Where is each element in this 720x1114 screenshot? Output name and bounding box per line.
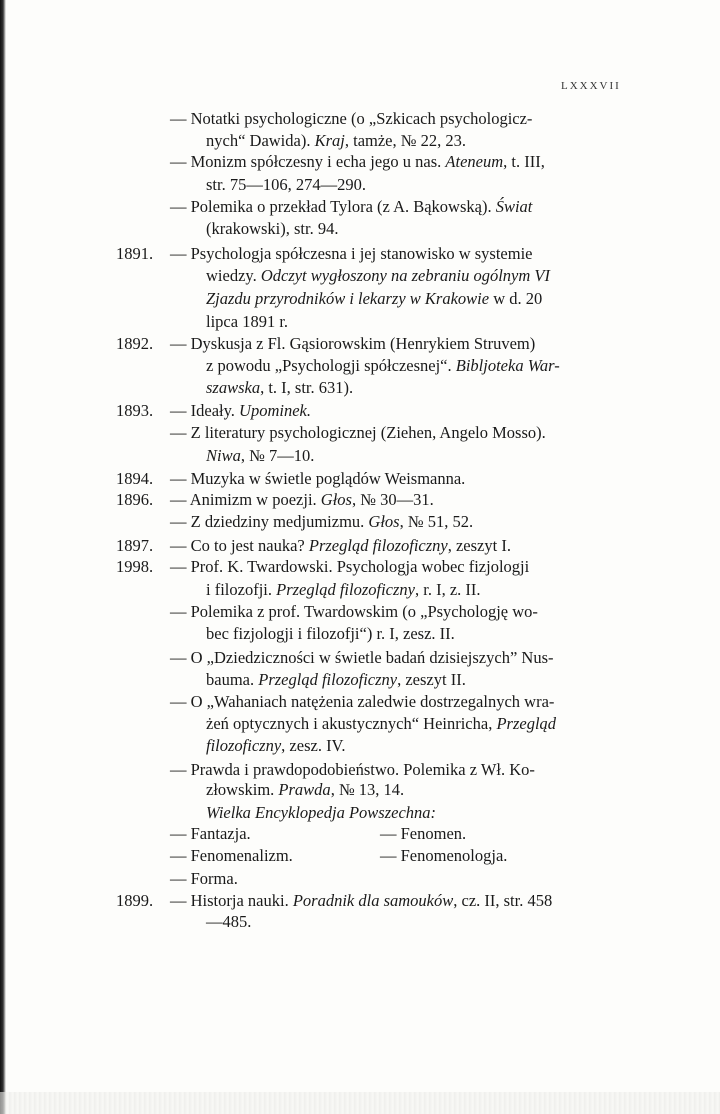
entry-text: szawska, t. I, str. 631). [206, 378, 354, 397]
page-number: LXXXVII [561, 80, 621, 92]
entry-text: z powodu „Psychologji spółczesnej“. Bibljoteka War- [206, 356, 560, 375]
entry-year: 1896. [116, 490, 154, 509]
italic-title: Ateneum [445, 152, 504, 171]
entry-text: — Polemika z prof. Twardowskim (o „Psychologję wo- [170, 602, 538, 621]
entry-text: — Dyskusja z Fl. Gąsiorowskim (Henrykiem Struvem) [170, 334, 536, 353]
entry-text: — Forma. [170, 869, 238, 888]
entry-text: — Muzyka w świetle poglądów Weismanna. [170, 469, 466, 488]
entry-text: — Z literatury psychologicznej (Ziehen, Angelo Mosso). [170, 423, 546, 442]
italic-title: Głos [368, 512, 400, 531]
italic-title: Głos [320, 490, 352, 509]
entry-text: — Historja nauki. Poradnik dla samouków, cz. II, str. 458 [170, 891, 553, 910]
italic-title: Przegląd [496, 714, 557, 733]
entry-text: złowskim. Prawda, № 13, 14. [206, 780, 405, 799]
italic-title: Przegląd filozoficzny [258, 670, 398, 689]
entry-text: bauma. Przegląd filozoficzny, zeszyt II. [206, 670, 466, 689]
entry-text: — Co to jest nauka? Przegląd filozoficzny, zeszyt I. [170, 536, 511, 555]
entry-text: filozoficzny, zesz. IV. [206, 736, 346, 755]
italic-title: Wielka Encyklopedja Powszechna: [206, 803, 437, 822]
entry-text: — Fenomenalizm. [170, 846, 293, 865]
entry-text: — Prawda i prawdopodobieństwo. Polemika z Wł. Ko- [170, 760, 535, 779]
italic-title: Przegląd filozoficzny [276, 580, 415, 599]
entry-text: — Monizm spółczesny i echa jego u nas. Ateneum, t. III, [170, 152, 545, 171]
entry-year: 1893. [116, 401, 154, 420]
entry-year: 1897. [116, 536, 154, 555]
italic-title: szawska [206, 378, 261, 397]
entry-year: 1892. [116, 334, 154, 353]
entry-text: str. 75—106, 274—290. [206, 175, 366, 194]
entry-text: — O „Dziedziczności w świetle badań dzisiejszych” Nus- [170, 648, 554, 667]
entry-text-column2: — Fenomen. [380, 824, 467, 843]
entry-text: nych“ Dawida). Kraj, tamże, № 22, 23. [206, 131, 466, 150]
entry-text: — O „Wahaniach natężenia zaledwie dostrzegalnych wra- [170, 692, 555, 711]
entry-text: — Fantazja. [170, 824, 251, 843]
italic-title: Świat [495, 197, 533, 216]
entry-text [206, 803, 436, 823]
italic-title: Kraj [314, 131, 345, 150]
entry-year: 1899. [116, 891, 154, 910]
entry-text: bec fizjologji i filozofji“) r. I, zesz. II. [206, 624, 455, 643]
entry-text: — Polemika o przekład Tylora (z A. Bąkowską). Świat [170, 197, 533, 216]
entry-text: i filozofji. Przegląd filozoficzny, r. I, z. II. [206, 580, 481, 599]
entry-text: — Prof. K. Twardowski. Psychologja wobec fizjologji [170, 557, 530, 576]
entry-text: — Ideały. Upominek. [170, 401, 311, 420]
book-spine-edge [0, 0, 6, 1114]
italic-title: Odczyt wygłoszony na zebraniu ogólnym VI [260, 266, 550, 285]
entry-year: 1891. [116, 244, 154, 263]
entry-text: Niwa, № 7—10. [206, 446, 315, 465]
entry-text: —485. [206, 912, 252, 931]
italic-title: Poradnik dla samouków [292, 891, 454, 910]
entry-text: lipca 1891 r. [206, 312, 289, 331]
entry-text: — Z dziedziny medjumizmu. Głos, № 51, 52. [170, 512, 474, 531]
entry-text: — Animizm w poezji. Głos, № 30—31. [170, 490, 434, 509]
italic-title: Zjazdu przyrodników i lekarzy w Krakowie [206, 289, 490, 308]
entry-text: — Psychologja spółczesna i jej stanowisko w systemie [170, 244, 533, 263]
entry-text: — Notatki psychologiczne (o „Szkicach psychologicz- [170, 109, 533, 128]
entry-year: 1998. [116, 557, 154, 576]
italic-title: Bibljoteka War- [455, 356, 560, 375]
italic-title: Upominek. [239, 401, 311, 420]
page-bottom-edge [0, 1092, 720, 1114]
italic-title: Niwa [206, 446, 241, 465]
italic-title: filozoficzny [206, 736, 282, 755]
italic-title: Prawda [278, 780, 331, 799]
entry-text-column2: — Fenomenologja. [380, 846, 508, 865]
entry-text: Zjazdu przyrodników i lekarzy w Krakowie w d. 20 [206, 289, 543, 308]
entry-text: żeń optycznych i akustycznych“ Heinricha, Przegląd [206, 714, 557, 733]
entry-text: (krakowski), str. 94. [206, 219, 339, 238]
italic-title: Przegląd filozoficzny [308, 536, 448, 555]
entry-text: wiedzy. Odczyt wygłoszony na zebraniu ogólnym VI [206, 266, 550, 285]
entry-year: 1894. [116, 469, 154, 488]
